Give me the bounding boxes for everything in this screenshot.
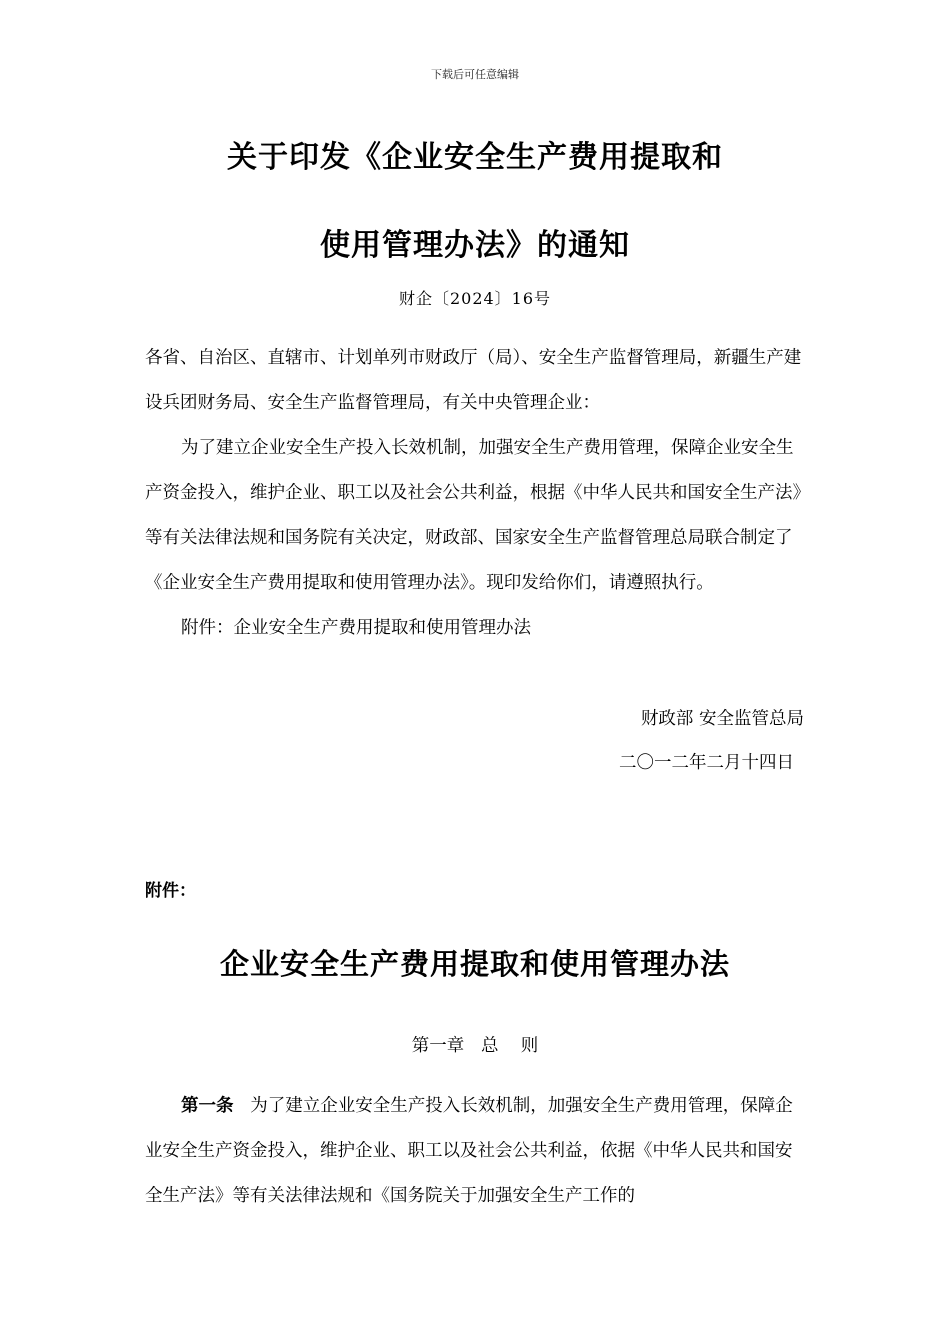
article-1-label: 第一条	[181, 1096, 234, 1116]
notice-title-line-2: 使用管理办法》的通知	[320, 228, 630, 263]
document-number: 财企〔2024〕16号	[398, 289, 552, 308]
signatories: 财政部 安全监管总局	[640, 709, 804, 729]
issue-date: 二〇一二年二月十四日	[619, 753, 794, 773]
chapter-heading: 第一章 总 则	[411, 1036, 539, 1056]
attachment-title: 企业安全生产费用提取和使用管理办法	[219, 947, 730, 981]
article-1-text: 为了建立企业安全生产投入长效机制，加强安全生产费用管理，保障企业安全生产资金投入，维护企业、职工以及社会公共利益，依据《中华人民共和国安全生产法》等有关法律法规和《国务院关于加强安全生产工作的	[145, 1096, 793, 1206]
attachment-label: 附件：	[145, 881, 196, 901]
notice-body-paragraph: 为了建立企业安全生产投入长效机制，加强安全生产费用管理，保障企业安全生产资金投入，维护企业、职工以及社会公共利益，根据《中华人民共和国安全生产法》等有关法律法规和国务院有关决定，财政部、国家安全生产监督管理总局联合制定了《企业安全生产费用提取和使用管理办法》。现印发给你们，请遵照执行。	[145, 438, 802, 593]
header-note: 下载后可任意编辑	[431, 68, 519, 81]
attachment-reference: 附件：企业安全生产费用提取和使用管理办法	[181, 618, 531, 638]
notice-body	[145, 336, 805, 651]
notice-title-line-1: 关于印发《企业安全生产费用提取和	[227, 140, 723, 175]
article-1	[145, 1084, 805, 1219]
recipients-paragraph: 各省、自治区、直辖市、计划单列市财政厅（局）、安全生产监督管理局，新疆生产建设兵团财务局、安全生产监督管理局，有关中央管理企业：	[145, 348, 802, 413]
